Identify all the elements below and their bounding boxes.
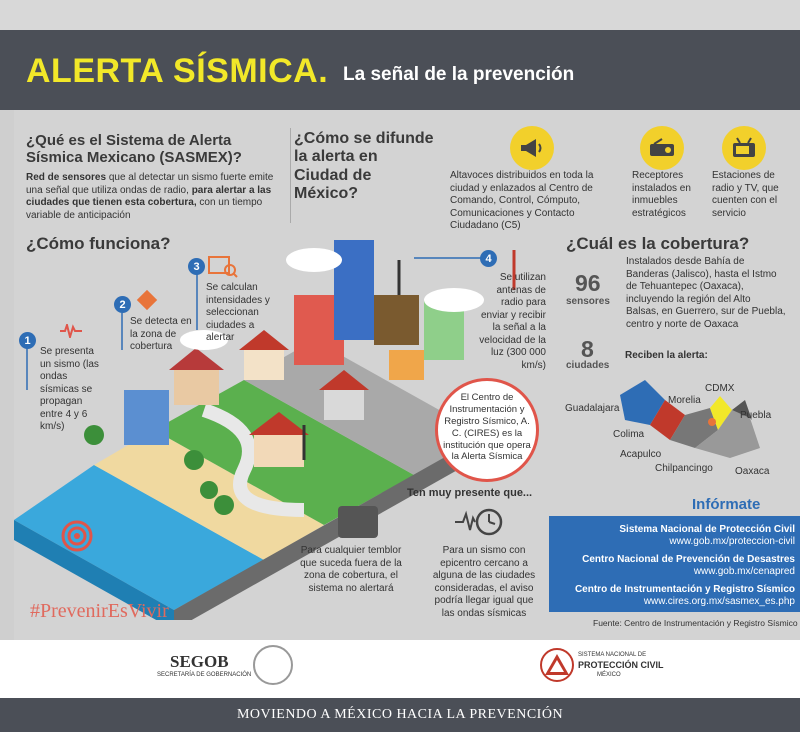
palm-4 (200, 481, 218, 499)
pc-line-1: SISTEMA NACIONAL DE (578, 652, 647, 658)
city-oaxaca: Oaxaca (735, 466, 770, 477)
city-cdmx: CDMX (705, 383, 735, 394)
palm-3 (214, 495, 234, 515)
calculate-icon (208, 256, 238, 283)
informate-heading: Infórmate (692, 496, 761, 513)
map-city-marker (708, 418, 716, 426)
sensores-label: sensores (566, 296, 610, 307)
informate-entry-3-url[interactable]: www.cires.org.mx/sasmex_es.php (643, 596, 795, 607)
presente-note-2: Para un sismo con epicentro cercano a alguna de las ciudades consideradas, el aviso podría llegar igual que las ondas sísmicas (432, 545, 536, 619)
hashtag: #PrevenirEsVivir (30, 600, 169, 622)
presente-note-1: Para cualquier temblor que suceda fuera de la zona de cobertura, el sistema no alertará (300, 545, 402, 594)
step-4-badge: 4 (480, 250, 497, 267)
informate-entry-2-url[interactable]: www.gob.mx/cenapred (693, 566, 795, 577)
que-es-bold-2: para alertar a las ciudades que tienen esta cobertura, (26, 184, 272, 208)
ciudades-label: ciudades (566, 360, 610, 371)
segob-logo: SEGOB (170, 652, 229, 671)
que-es-bold-1: Red de sensores (26, 172, 107, 183)
radio-receiver-icon (640, 126, 684, 170)
city-morelia: Morelia (668, 395, 701, 406)
coat-of-arms-icon (253, 645, 293, 685)
seismic-wave-icon (60, 324, 82, 343)
top-band (0, 0, 800, 30)
segob-sub: SECRETARÍA DE GOBERNACIÓN (157, 672, 252, 678)
funciona-heading: ¿Cómo funciona? (26, 234, 171, 253)
map-outside-icon (338, 506, 378, 538)
house-1 (174, 370, 219, 405)
clock-wave-icon (455, 506, 505, 543)
sensores-text: Instalados desde Bahía de Banderas (Jalisco), hasta el Istmo de Tehuantepec (Oaxaca), incluyendo la región del Alto Balsas, en Guerrero, sur de Puebla, centro y norte de Oaxaca (626, 256, 786, 330)
informate-entry-1-name: Sistema Nacional de Protección Civil (619, 524, 795, 535)
informate-entry-1-url[interactable]: www.gob.mx/proteccion-civil (669, 536, 795, 547)
tv-icon (722, 126, 766, 170)
megaphone-icon (510, 126, 554, 170)
city-acapulco: Acapulco (620, 449, 662, 460)
cires-text: El Centro de Instrumentación y Registro Sísmico, A. C. (CIRES) es la institución que opera la Alerta Sísmica (443, 392, 531, 463)
que-es-heading: ¿Qué es el Sistema de Alerta Sísmica Mexicano (SASMEX)? (26, 132, 242, 167)
city-colima: Colima (613, 429, 645, 440)
sensores-number: 96 (575, 270, 601, 296)
presente-heading: Ten muy presente que... (407, 487, 533, 499)
city-chilpancingo: Chilpancingo (655, 463, 713, 474)
informate-entry-2-name: Centro Nacional de Prevención de Desastres (582, 554, 795, 565)
proteccion-civil-logo-icon (540, 648, 574, 682)
difunde-heading: ¿Cómo se difunde la alerta en Ciudad de México? (294, 130, 434, 203)
cloud-1 (286, 248, 342, 272)
informate-entry-3-name: Centro de Instrumentación y Registro Sísmico (574, 584, 795, 595)
step-2-text: Se detecta en la zona de cobertura (130, 316, 192, 352)
step-2-badge: 2 (114, 296, 131, 313)
fuente-text: Fuente: Centro de Instrumentación y Registro Sísmico (593, 618, 798, 628)
house-3 (254, 435, 304, 467)
step-1-text: Se presenta un sismo (las ondas sísmicas se propagan entre 4 y 6 km/s) (40, 346, 99, 432)
pc-line-2: PROTECCIÓN CIVIL (578, 660, 664, 670)
step-3-text: Se calculan intensidades y seleccionan ciudades a alertar (206, 282, 270, 343)
epicenter-core (74, 533, 80, 539)
cobertura-heading: ¿Cuál es la cobertura? (566, 234, 750, 253)
city-puebla: Puebla (740, 410, 772, 421)
house-2 (244, 350, 284, 380)
ciudades-number: 8 (581, 336, 594, 362)
cloud-2 (424, 288, 484, 312)
step-4-text: Se utilizan antenas de radio para enviar y recibir la señal a la velocidad de la luz (300 000 km/s) (479, 272, 546, 371)
page-title: ALERTA SÍSMICA. (26, 52, 329, 90)
city-guadalajara: Guadalajara (565, 403, 620, 414)
building-brown (374, 295, 419, 345)
skyscraper (334, 240, 374, 340)
pc-line-3: MÉXICO (597, 672, 621, 678)
footer-logos (0, 640, 800, 698)
difunde-item-receptores: Receptores instalados en inmuebles estratégicos (632, 170, 691, 219)
ciudades-text: Reciben la alerta: (625, 350, 708, 361)
footer-slogan: MOVIENDO A MÉXICO HACIA LA PREVENCIÓN (236, 707, 564, 722)
que-es-text-2: con un tiempo variable de anticipación (26, 197, 263, 221)
que-es-text (26, 172, 288, 222)
difunde-item-tv: Estaciones de radio y TV, que cuenten con el servicio (712, 170, 779, 219)
divider (290, 128, 291, 223)
que-es-text-1: que al detectar un sismo fuerte emite una señal que utiliza ondas de radio, (26, 172, 274, 196)
page-subtitle: La señal de la prevención (343, 64, 575, 85)
house-4 (324, 390, 364, 420)
step-3-badge: 3 (188, 258, 205, 275)
palm-2 (184, 450, 204, 470)
building-blue (124, 390, 169, 445)
shop (389, 350, 424, 380)
difunde-item-altavoces: Altavoces distribuidos en toda la ciudad y enlazados al Centro de Comando, Control, Cómputo, Comunicaciones y Contacto Ciudadano (C5) (450, 170, 594, 231)
step-1-badge: 1 (19, 332, 36, 349)
